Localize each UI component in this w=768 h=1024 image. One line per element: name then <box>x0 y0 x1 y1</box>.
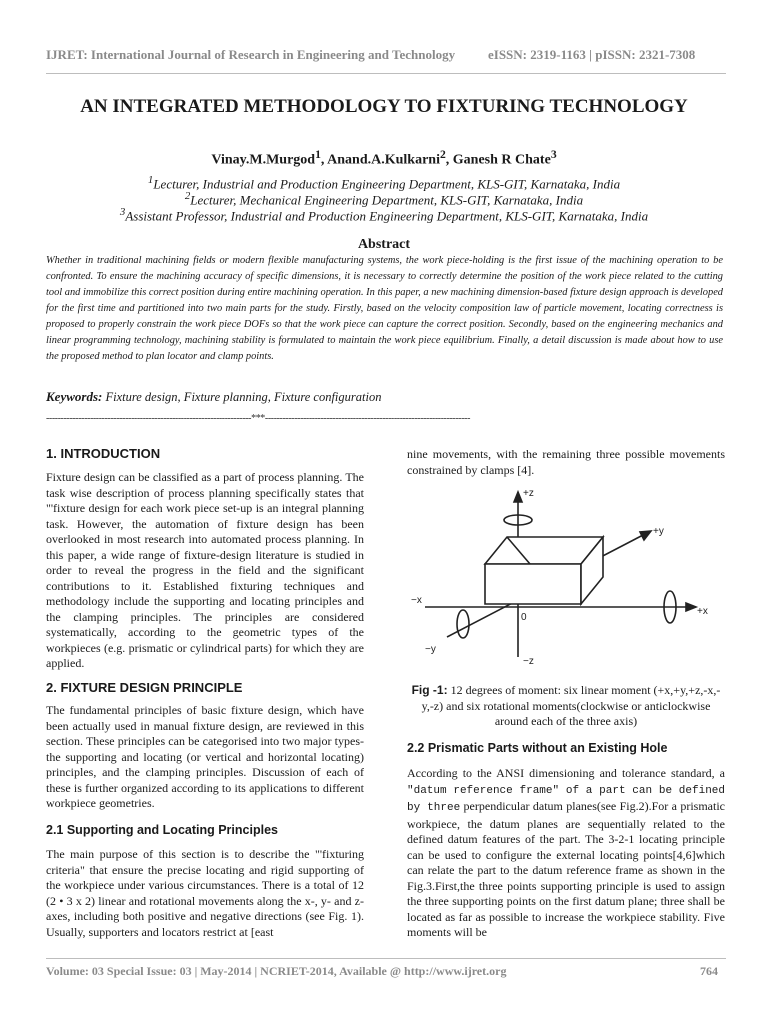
authors: Vinay.M.Murgod$^1$, Anand.A.Kulkarni$^2$, Ganesh R Chate$^3$ <box>211 148 557 168</box>
author-2: Anand.A.Kulkarni <box>327 152 440 168</box>
author-3: Ganesh R Chate <box>452 152 551 168</box>
affiliation-3 <box>0 206 768 224</box>
z-arrow <box>514 492 522 502</box>
figure-caption <box>407 683 725 730</box>
y-rotation <box>457 610 469 638</box>
figure-caption-label: Fig -1: <box>411 683 448 697</box>
section-2-1-text-a: The main purpose of this section is to describe the "'fixturing criteria" that ensure the precise locating and rigid supporting of the workpiece under various circumstances. There is a total of <box>46 847 364 892</box>
section-2-1-formula: 12 (2 • 3 x 2) <box>46 878 364 908</box>
section-2-1-body <box>46 847 364 940</box>
label-origin: 0 <box>521 612 527 623</box>
section-2-2-body <box>407 766 725 941</box>
label-plus-x: +x <box>697 606 708 617</box>
section-2-2-heading: 2.2 Prismatic Parts without an Existing Hole <box>407 741 668 755</box>
label-minus-z: −z <box>523 656 534 667</box>
affiliation-3-text: Assistant Professor, Industrial and Production Engineering Department, KLS-GIT, Karnataka, India <box>125 208 649 224</box>
section-2-heading: 2. FIXTURE DESIGN PRINCIPLE <box>46 680 243 695</box>
author-1: Vinay.M.Murgod <box>211 152 316 168</box>
section-2-2-quote: "datum reference frame" of a part can be defined by three <box>407 784 725 814</box>
page-number: 764 <box>700 964 718 978</box>
abstract-heading: Abstract <box>357 237 411 252</box>
label-plus-y: +y <box>653 526 664 537</box>
footer-info: Volume: 03 Special Issue: 03 | May-2014 | NCRIET-2014, Available @ http://www.ijret.org <box>46 964 507 978</box>
section-2-2-text-a: According to the ANSI dimensioning and tolerance standard, a <box>407 766 725 780</box>
section-1-body: Fixture design can be classified as a part of process planning. The task wise description of process planning specifically states that "'fixture design for each work piece set-up is an integral planning task. However, the automation of fixture design has been overlooked in most research into automated process planning. In this paper, a wide range of fixture-design literature is studied in order to reveal the progress in the field and the significant contributions to it. Established fixturing techniques and methodology include the supporting and locating principles and the clamping principles. The principles are considered systematically, according to the geometric types of the workpieces (e.g. prismatic or cylindrical parts) for which they are applied. <box>46 470 364 670</box>
section-1-heading: 1. INTRODUCTION <box>46 446 161 461</box>
degrees-of-freedom-figure <box>405 482 723 667</box>
block-front <box>485 564 581 604</box>
section-2-1-heading: 2.1 Supporting and Locating Principles <box>46 823 278 837</box>
figure-caption-text: 12 degrees of moment: six linear moment (+x,+y,+z,-x,-y,-z) and six rotational moments(clockwise or anticlockwise around each of the three axis) <box>421 683 721 728</box>
label-plus-z: +z <box>523 488 534 499</box>
journal-name: IJRET: International Journal of Research in Engineering and Technology <box>46 47 456 62</box>
label-minus-y: −y <box>425 644 436 655</box>
label-minus-x: −x <box>411 595 422 606</box>
affiliation-3-sup: 3 <box>119 206 126 218</box>
affiliation-1-text: Lecturer, Industrial and Production Engineering Department, KLS-GIT, Karnataka, India <box>153 176 621 192</box>
keywords <box>46 389 381 405</box>
affiliation-2-sup: 2 <box>184 190 191 202</box>
issn: eISSN: 2319-1163 | pISSN: 2321-7308 <box>488 47 696 62</box>
x-arrow <box>686 603 696 611</box>
affiliation-1-sup: 1 <box>147 174 154 186</box>
abstract-body: Whether in traditional machining fields or modern flexible manufacturing systems, the work piece-holding is the first issue of the machining operation to be confronted. To ensure the machining accuracy of specific dimensions, it is necessary to correctly determine the position of the work piece related to the cutting tool and immobilize this correct position during entire machining operation. In this paper, a new machining dimension-based fixture design approach is developed for the first time and partitioned into two main parts for the study. Firstly, based on the velocity composition law of particle movement, locating correctness is proposed to properly constrain the work piece DOFs so that the work piece can capture the correct position. Secondly, based on the engineering mechanics and linear programming technology, machining stability is formulated to maintain the work piece equilibrium. Finally, a detail discussion is made about how to use the proposed method to plan locator and clamp points. <box>46 255 723 362</box>
keywords-text: Fixture design, Fixture planning, Fixture configuration <box>105 390 382 404</box>
section-2-body: The fundamental principles of basic fixture design, which have been actually used in manual fixture design, are reviewed in this section. These principles can be categorised into two major types- the supporting and locating (or vertical and horizontal locating) principles, and the clamping principles. Discussion of each of these is further organized according to its applications to different workpiece geometries. <box>46 703 364 810</box>
section-2-2-text-b: perpendicular datum planes(see Fig.2).For a prismatic workpiece, the datum planes are sequentially related to the defined datum features of the part. The 3-2-1 locating principle can be used to configure the external locating points[4,6]which can relate the part to the datum reference frame as shown in the Fig.3.First,the three points supporting principle is used to assign the three supporting points on the first datum plane; three shall be located as far as possible to increase the workpiece stability. Five moments will be <box>407 799 725 939</box>
section-2-1-text-b: linear and rotational movements along the x-, y- and z-axes, including both positive and negative directions (see Fig. 1). Usually, supporters and locators restrict at [east <box>46 893 364 939</box>
author-3-sup: 3 <box>550 148 557 161</box>
footer-rule <box>46 958 726 959</box>
author-2-sup: 2 <box>439 148 446 161</box>
right-column-continuation: nine movements, with the remaining three possible movements constrained by clamps [4]. <box>407 447 725 477</box>
header-rule <box>46 73 726 74</box>
figure-graphics <box>425 492 696 657</box>
section-separator: ----------------------------------------------------------------------***---------------------------------------------------------------------- <box>46 413 471 424</box>
keywords-label: Keywords: <box>46 389 103 404</box>
y-arrow <box>640 531 651 540</box>
affiliation-2-text: Lecturer, Mechanical Engineering Department, KLS-GIT, Karnataka, India <box>190 192 584 208</box>
paper-title: AN INTEGRATED METHODOLOGY TO FIXTURING TECHNOLOGY <box>80 96 688 117</box>
author-1-sup: 1 <box>315 148 321 161</box>
